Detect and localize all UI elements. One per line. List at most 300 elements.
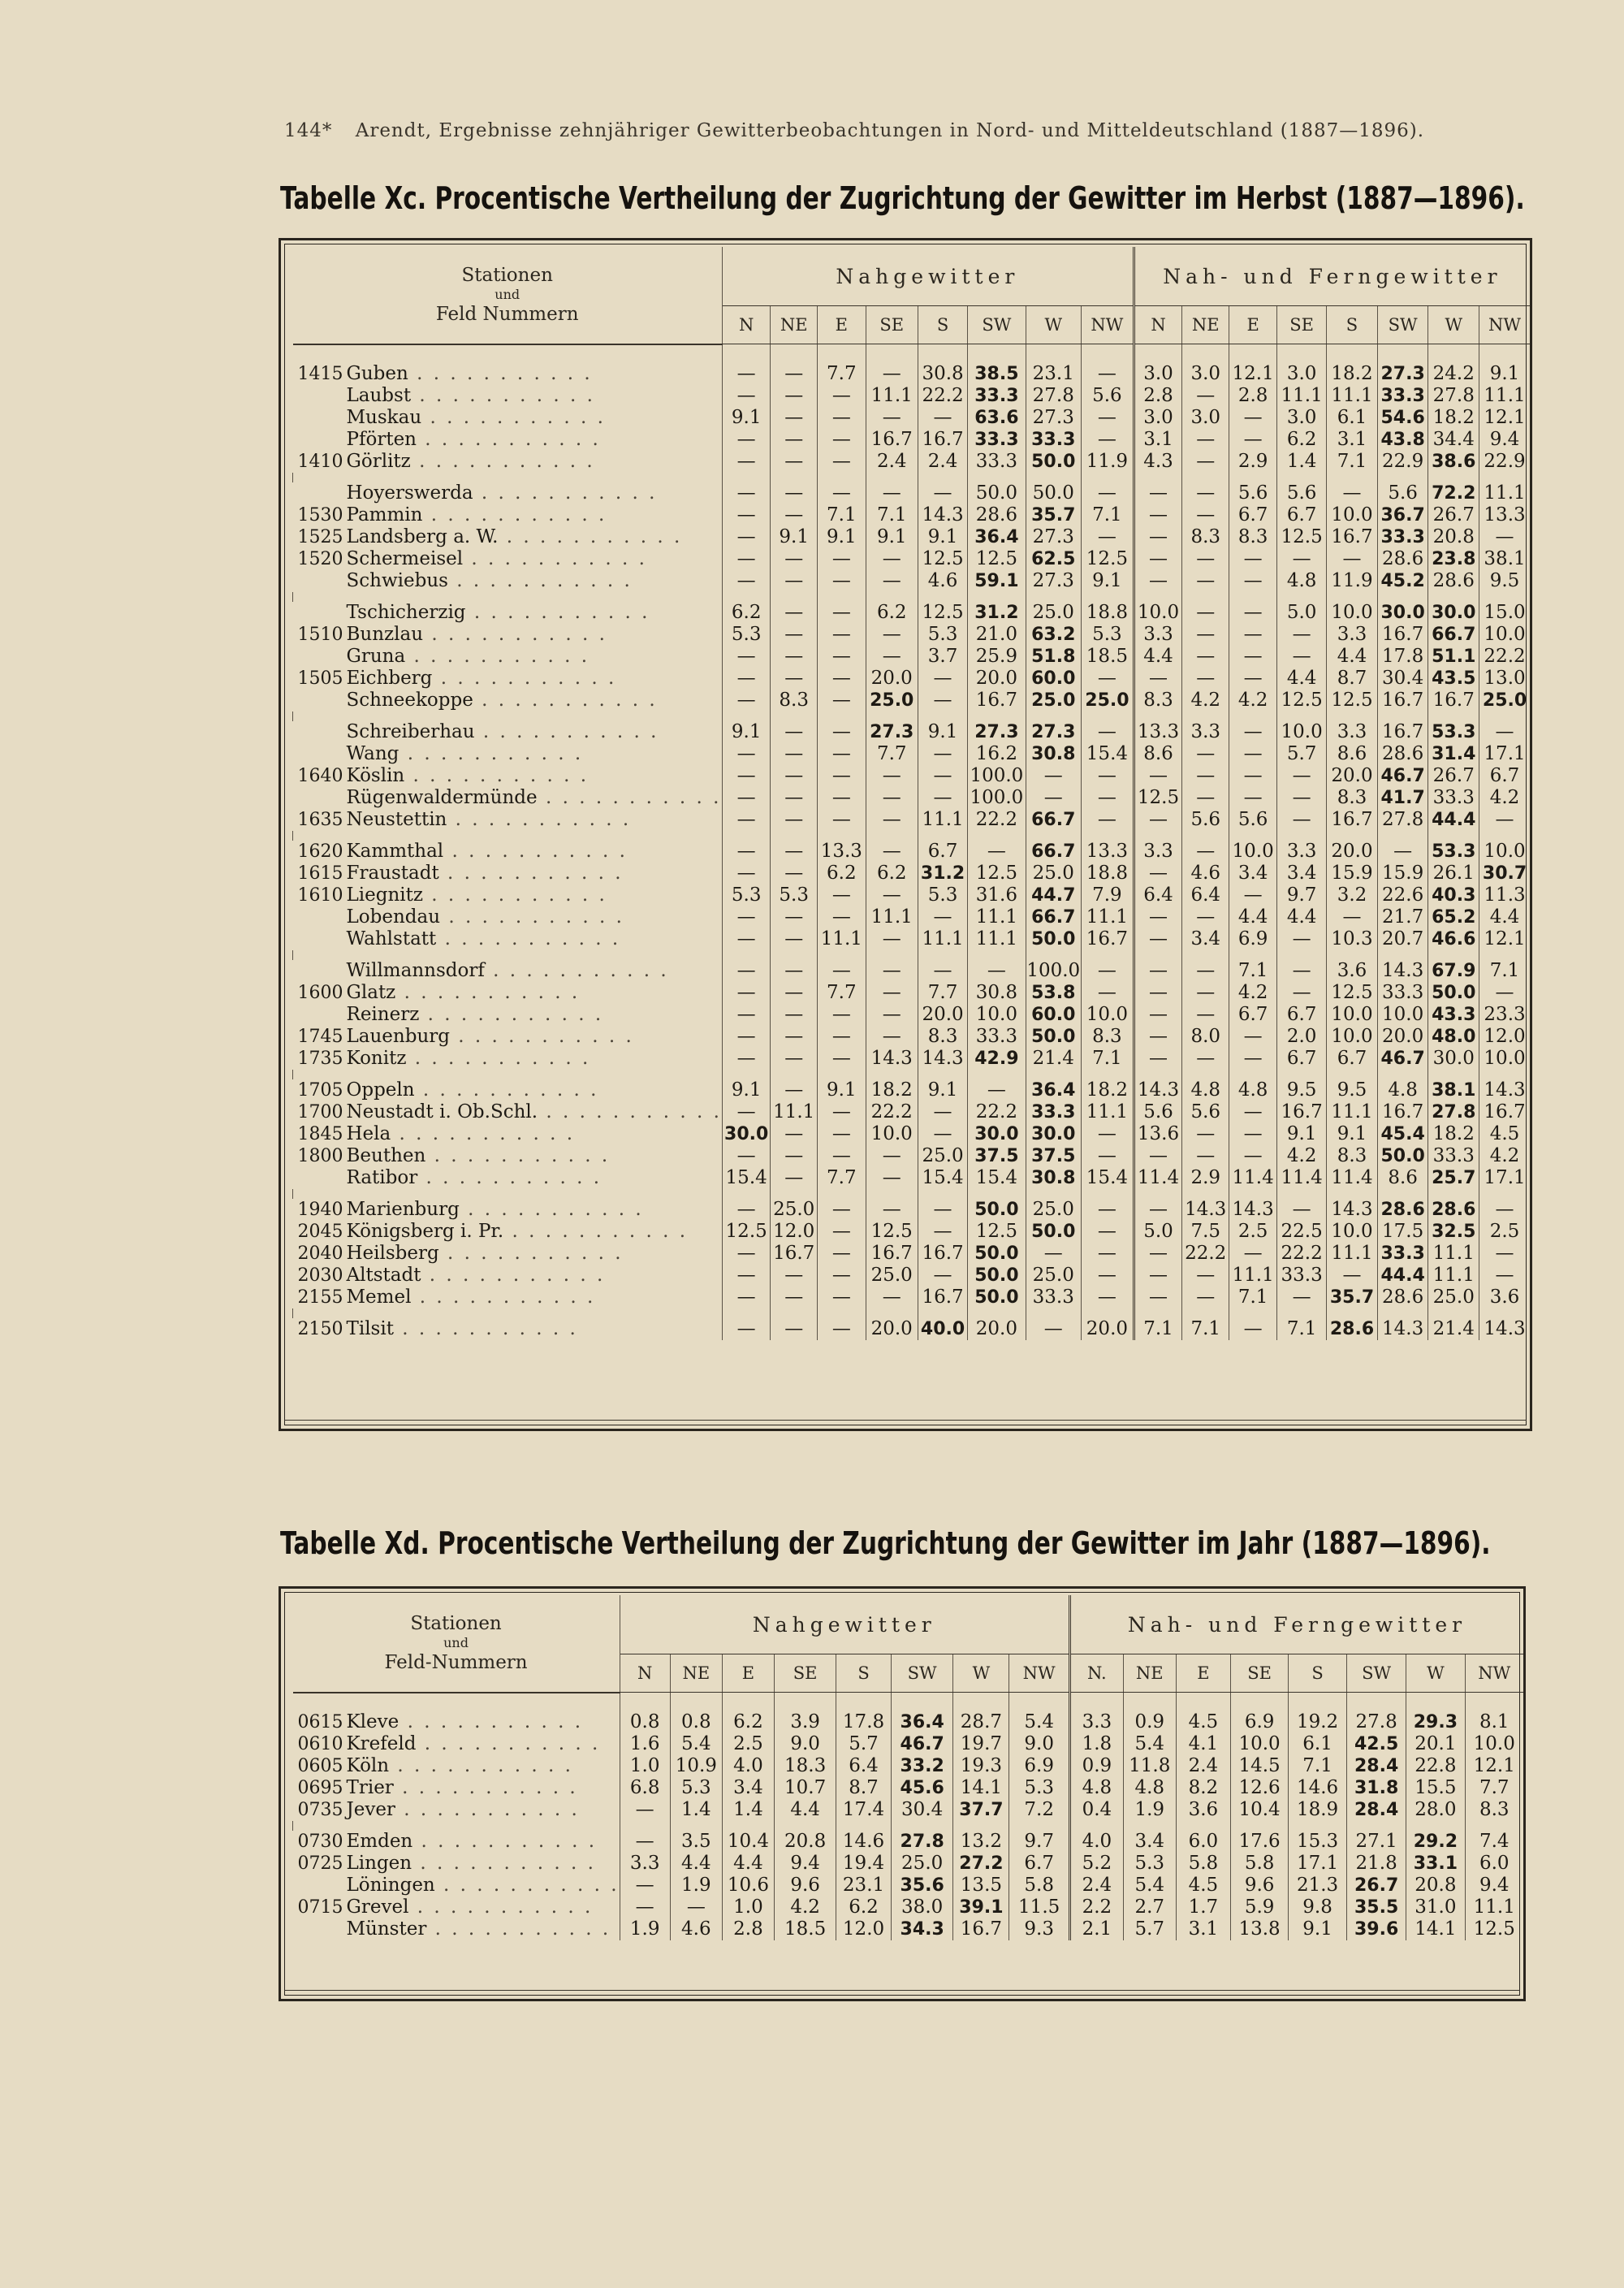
station-name: Köln — [346, 1755, 390, 1776]
leader-dots: . . . . . . . . . . . — [417, 429, 601, 450]
value-text: 14.1 — [1415, 1918, 1457, 1940]
column-header: SW — [968, 306, 1026, 344]
value-cell — [771, 646, 818, 668]
value-cell — [866, 690, 918, 711]
value-text: — — [1495, 1243, 1514, 1264]
value-cell — [1406, 1831, 1465, 1853]
column-header: E — [1229, 306, 1277, 344]
value-cell — [866, 960, 918, 982]
value-text: 3.4 — [1286, 863, 1317, 884]
value-text: 27.3 — [870, 722, 914, 742]
value-text: 8.6 — [1388, 1167, 1418, 1188]
value-text: — — [736, 1004, 756, 1025]
value-cell — [918, 548, 967, 570]
value-text: — — [1149, 960, 1168, 981]
value-cell — [1009, 1897, 1070, 1918]
value-cell — [1465, 1777, 1523, 1799]
value-text: — — [635, 1831, 654, 1852]
value-text: 53.3 — [1432, 722, 1476, 742]
column-header: S — [1327, 306, 1378, 344]
value-cell — [1134, 690, 1181, 711]
value-text: 25.0 — [1032, 1199, 1074, 1220]
value-text: 3.3 — [1143, 624, 1173, 645]
value-text: — — [1097, 362, 1116, 384]
value-text: 6.2 — [1286, 429, 1317, 450]
value-cell — [1465, 1693, 1523, 1733]
value-text: 20.7 — [1382, 928, 1424, 949]
table-row — [293, 1026, 1531, 1048]
value-text: — — [736, 928, 756, 949]
value-cell — [1229, 504, 1277, 526]
value-cell — [891, 1918, 953, 1940]
value-text: 9.7 — [1286, 884, 1317, 906]
station-name: Ratibor — [346, 1167, 418, 1188]
value-text: — — [1097, 1199, 1116, 1220]
value-cell — [771, 1026, 818, 1048]
value-text: 6.7 — [1286, 504, 1317, 526]
table-row — [293, 1799, 1524, 1821]
value-text: 6.7 — [1337, 1048, 1367, 1069]
value-cell — [1123, 1693, 1176, 1733]
value-cell — [968, 982, 1026, 1004]
value-text: — — [1196, 960, 1216, 981]
value-text: 1.4 — [1286, 451, 1317, 472]
table-row — [293, 570, 1531, 592]
value-text: 10.0 — [1331, 602, 1373, 623]
value-text: 3.4 — [1190, 928, 1221, 949]
value-text: 27.3 — [1380, 363, 1425, 384]
value-text: 9.1 — [1302, 1918, 1332, 1940]
value-text: 28.6 — [1432, 1200, 1476, 1220]
value-text: — — [1243, 1145, 1263, 1166]
value-text: 54.6 — [1380, 408, 1425, 428]
value-cell — [1009, 1777, 1070, 1799]
value-text: 4.8 — [1286, 570, 1317, 591]
value-text: 3.5 — [681, 1831, 711, 1852]
value-text: 2.8 — [1143, 385, 1173, 406]
value-cell — [918, 526, 967, 548]
value-text: — — [1292, 646, 1311, 667]
value-cell — [1377, 1079, 1428, 1101]
value-cell — [1182, 690, 1229, 711]
value-cell — [953, 1875, 1009, 1897]
value-text: 11.1 — [1232, 1265, 1274, 1286]
value-text: 51.8 — [1031, 647, 1076, 667]
value-text: 10.0 — [1281, 721, 1323, 742]
value-cell — [1377, 1123, 1428, 1145]
value-text: 0.9 — [1134, 1711, 1165, 1732]
value-cell — [866, 809, 918, 831]
value-cell — [818, 385, 866, 407]
value-cell — [1182, 884, 1229, 906]
value-cell — [1428, 960, 1479, 982]
station-name: Marienburg — [346, 1199, 460, 1220]
value-text: 16.7 — [773, 1243, 815, 1264]
value-text: 13.0 — [1484, 668, 1526, 689]
value-cell — [1134, 1265, 1181, 1287]
value-cell — [722, 1318, 770, 1340]
value-cell — [918, 982, 967, 1004]
value-text: — — [1243, 668, 1263, 689]
value-cell — [1026, 982, 1081, 1004]
value-text: — — [831, 1004, 851, 1025]
value-cell — [1479, 982, 1530, 1004]
value-text: 20.0 — [975, 668, 1017, 689]
station-cell — [293, 787, 723, 809]
value-cell — [918, 1004, 967, 1026]
value-text: 9.1 — [927, 1079, 958, 1101]
value-text: 9.1 — [1489, 362, 1520, 384]
value-text: 10.0 — [1473, 1733, 1515, 1754]
value-text: 50.0 — [1031, 1222, 1076, 1242]
value-text: 4.4 — [1286, 668, 1317, 689]
value-cell — [722, 809, 770, 831]
station-cell — [293, 1243, 723, 1265]
value-text: 4.4 — [733, 1853, 763, 1874]
value-cell — [620, 1693, 670, 1733]
value-cell — [1134, 1004, 1181, 1026]
leader-dots: . . . . . . . . . . . — [399, 743, 584, 764]
value-cell — [1327, 429, 1378, 451]
value-cell — [1082, 1101, 1134, 1123]
value-text: 2.5 — [1489, 1221, 1520, 1242]
table-row — [293, 624, 1531, 646]
value-text: 33.3 — [1031, 430, 1076, 450]
column-header: SE — [1231, 1654, 1289, 1693]
value-cell — [1229, 1287, 1277, 1308]
value-cell — [918, 429, 967, 451]
value-text: — — [882, 809, 901, 830]
value-cell — [1182, 407, 1229, 429]
value-cell — [670, 1777, 722, 1799]
value-cell — [1026, 668, 1081, 690]
value-cell — [1182, 385, 1229, 407]
value-text: — — [831, 548, 851, 569]
value-text: — — [831, 1199, 851, 1220]
value-cell — [866, 743, 918, 765]
value-text: 1.0 — [629, 1755, 660, 1776]
value-text: 63.2 — [1031, 625, 1076, 645]
value-text: 1.0 — [733, 1897, 763, 1918]
station-name: Guben — [346, 363, 408, 384]
value-text: 31.6 — [975, 884, 1017, 906]
value-cell — [968, 863, 1026, 884]
value-text: 6.9 — [1244, 1711, 1275, 1732]
value-cell — [1277, 863, 1327, 884]
value-cell — [771, 1287, 818, 1308]
value-text: — — [736, 1199, 756, 1220]
value-cell — [1277, 743, 1327, 765]
value-text: 9.1 — [1286, 1123, 1317, 1144]
table-row — [293, 1167, 1531, 1189]
value-cell — [1082, 429, 1134, 451]
value-cell — [1026, 1079, 1081, 1101]
value-text: 5.2 — [1082, 1853, 1112, 1874]
value-text: — — [1149, 570, 1168, 591]
value-cell — [1428, 526, 1479, 548]
value-text: 9.3 — [1024, 1918, 1054, 1940]
station-cell — [293, 548, 723, 570]
value-cell — [1182, 1265, 1229, 1287]
value-text: 22.2 — [975, 809, 1017, 830]
value-cell — [1026, 690, 1081, 711]
column-header: SE — [775, 1654, 836, 1693]
value-text: — — [1097, 982, 1116, 1003]
value-text: 8.6 — [1337, 743, 1367, 764]
value-text: — — [784, 765, 804, 786]
value-text: 8.3 — [1143, 690, 1173, 711]
value-text: 7.9 — [1092, 884, 1122, 906]
field-number: 1735 — [297, 1049, 343, 1069]
value-cell — [1428, 668, 1479, 690]
value-cell — [968, 841, 1026, 863]
value-text: 5.8 — [1188, 1853, 1219, 1874]
value-text: 50.0 — [1380, 1146, 1425, 1166]
value-cell — [1327, 570, 1378, 592]
table-xd — [292, 1595, 1523, 1940]
value-text: 43.8 — [1380, 430, 1425, 450]
table-row — [293, 526, 1531, 548]
value-cell — [722, 1831, 774, 1853]
value-text: 6.4 — [1143, 884, 1173, 906]
value-text: — — [1196, 602, 1216, 623]
value-text: — — [1097, 526, 1116, 547]
leader-dots: . . . . . . . . . . . — [503, 1221, 689, 1242]
value-text: 35.6 — [900, 1875, 944, 1896]
value-cell — [918, 721, 967, 743]
value-text: 5.0 — [1143, 1221, 1173, 1242]
value-cell — [1009, 1693, 1070, 1733]
value-text: 14.3 — [922, 1048, 964, 1069]
value-text: 4.6 — [927, 570, 958, 591]
value-cell — [1479, 602, 1530, 624]
value-text: 5.4 — [1024, 1711, 1054, 1732]
value-cell — [1182, 1243, 1229, 1265]
value-text: — — [1342, 1265, 1362, 1286]
value-cell — [1182, 570, 1229, 592]
table-row — [293, 1693, 1524, 1733]
value-cell — [918, 841, 967, 863]
value-cell — [1428, 1048, 1479, 1070]
value-text: 10.0 — [1238, 1733, 1281, 1754]
value-cell — [1229, 1221, 1277, 1243]
value-text: — — [882, 787, 901, 808]
value-cell — [1327, 385, 1378, 407]
value-cell — [1277, 385, 1327, 407]
value-cell — [722, 602, 770, 624]
value-text: 3.0 — [1286, 362, 1317, 384]
field-number: 1525 — [297, 527, 343, 547]
value-cell — [1428, 982, 1479, 1004]
value-text: — — [1097, 1123, 1116, 1144]
station-name: Schneekoppe — [346, 690, 473, 711]
value-text: 40.0 — [920, 1319, 965, 1339]
value-cell — [1428, 1101, 1479, 1123]
value-cell — [1377, 928, 1428, 950]
value-text: — — [1043, 1243, 1063, 1264]
value-text: — — [784, 863, 804, 884]
value-cell — [918, 646, 967, 668]
value-text: 26.7 — [1354, 1875, 1399, 1896]
value-text: — — [1243, 1048, 1263, 1069]
value-text: 4.8 — [1134, 1777, 1165, 1798]
value-text: 1.4 — [733, 1799, 763, 1820]
value-cell — [1377, 721, 1428, 743]
value-cell — [722, 1079, 770, 1101]
value-cell — [1026, 1123, 1081, 1145]
table-row — [293, 451, 1531, 473]
value-text: 46.7 — [1380, 1049, 1425, 1069]
value-cell — [818, 548, 866, 570]
value-cell — [1277, 765, 1327, 787]
value-cell — [1289, 1693, 1347, 1733]
value-text: 11.1 — [922, 809, 964, 830]
value-cell — [722, 1243, 770, 1265]
value-cell — [866, 407, 918, 429]
value-text: 28.4 — [1354, 1756, 1399, 1776]
value-text: 14.3 — [1484, 1079, 1526, 1101]
value-text: 20.0 — [1331, 765, 1373, 786]
table-row — [293, 1101, 1531, 1123]
value-text: 20.8 — [784, 1831, 827, 1852]
value-text: 15.4 — [1086, 1167, 1129, 1188]
value-cell — [1327, 344, 1378, 385]
value-text: 27.8 — [1382, 809, 1424, 830]
value-cell — [1327, 1167, 1378, 1189]
value-cell — [722, 451, 770, 473]
value-cell — [1134, 1026, 1181, 1048]
value-cell — [1229, 646, 1277, 668]
value-text: 3.1 — [1337, 429, 1367, 450]
value-text: — — [1097, 1265, 1116, 1286]
value-text: — — [1342, 906, 1362, 928]
value-text: 7.7 — [927, 982, 958, 1003]
value-cell — [1026, 928, 1081, 950]
value-cell — [968, 809, 1026, 831]
value-text: 10.3 — [1331, 928, 1373, 949]
value-cell — [1123, 1799, 1176, 1821]
value-text: — — [736, 1101, 756, 1122]
table-row — [293, 1918, 1524, 1940]
table-row — [293, 721, 1531, 743]
value-cell — [1182, 668, 1229, 690]
value-cell — [1229, 863, 1277, 884]
value-cell — [818, 1026, 866, 1048]
value-cell — [1327, 743, 1378, 765]
value-cell — [722, 1221, 770, 1243]
value-text: 23.8 — [1432, 549, 1476, 569]
value-text: 33.3 — [974, 430, 1019, 450]
value-cell — [620, 1897, 670, 1918]
value-text: — — [736, 863, 756, 884]
value-cell — [968, 602, 1026, 624]
value-text: 5.4 — [1134, 1875, 1165, 1896]
value-cell — [1428, 429, 1479, 451]
value-cell — [1428, 884, 1479, 906]
value-cell — [1377, 906, 1428, 928]
table-row — [293, 1048, 1531, 1070]
station-name: Hoyerswerda — [346, 482, 473, 504]
value-text: 26.1 — [1432, 863, 1475, 884]
value-cell — [775, 1693, 836, 1733]
value-cell — [771, 1123, 818, 1145]
value-cell — [1082, 624, 1134, 646]
value-text: 11.1 — [1331, 1243, 1373, 1264]
station-cell — [293, 602, 723, 624]
value-text: 4.6 — [681, 1918, 711, 1940]
value-text: — — [1196, 646, 1216, 667]
value-cell — [1277, 482, 1327, 504]
value-cell — [1479, 1048, 1530, 1070]
value-cell — [818, 1243, 866, 1265]
value-cell — [722, 385, 770, 407]
value-text: — — [1495, 721, 1514, 742]
value-cell — [1327, 982, 1378, 1004]
value-text: 29.2 — [1413, 1832, 1458, 1852]
value-cell — [1377, 570, 1428, 592]
value-text: 26.7 — [1432, 765, 1475, 786]
station-name: Wahlstatt — [346, 928, 437, 949]
table-row — [293, 385, 1531, 407]
value-text: 21.3 — [1296, 1875, 1339, 1896]
value-cell — [1479, 504, 1530, 526]
value-text: 20.8 — [1415, 1875, 1457, 1896]
value-text: 37.7 — [959, 1800, 1004, 1820]
value-text: 5.6 — [1237, 482, 1268, 504]
value-text: — — [831, 1318, 851, 1339]
value-text: 6.4 — [1190, 884, 1221, 906]
station-cell — [293, 1777, 620, 1799]
leader-dots: . . . . . . . . . . . — [463, 548, 647, 569]
value-cell — [1082, 504, 1134, 526]
value-cell — [1176, 1853, 1230, 1875]
value-cell — [818, 1318, 866, 1340]
value-text: 8.3 — [927, 1026, 958, 1047]
value-text: 33.3 — [975, 451, 1017, 472]
value-text: 43.3 — [1432, 1005, 1476, 1025]
value-text: 18.5 — [1086, 646, 1129, 667]
value-text: 5.8 — [1244, 1853, 1275, 1874]
field-number: 2045 — [297, 1222, 343, 1242]
value-text: 11.4 — [1331, 1167, 1373, 1188]
value-cell — [918, 787, 967, 809]
value-text: 17.8 — [842, 1711, 885, 1732]
value-cell — [1082, 982, 1134, 1004]
table-row — [293, 809, 1531, 831]
value-text: 33.3 — [1032, 1287, 1074, 1308]
value-cell — [1377, 646, 1428, 668]
value-cell — [1347, 1875, 1406, 1897]
value-text: — — [784, 646, 804, 667]
station-name: Tilsit — [346, 1318, 394, 1339]
value-text: 27.3 — [1031, 722, 1076, 742]
column-header: NW — [1479, 306, 1530, 344]
value-cell — [1134, 928, 1181, 950]
value-text: 50.0 — [975, 482, 1017, 504]
value-cell — [818, 884, 866, 906]
value-text: — — [1196, 548, 1216, 569]
value-text: 27.1 — [1355, 1831, 1397, 1852]
value-text: — — [736, 1145, 756, 1166]
value-cell — [1026, 548, 1081, 570]
value-text: — — [736, 1265, 756, 1286]
value-text: 2.9 — [1237, 451, 1268, 472]
value-text: 18.2 — [1086, 1079, 1129, 1101]
value-text: 6.7 — [1489, 765, 1520, 786]
value-cell — [1479, 721, 1530, 743]
value-cell — [722, 1145, 770, 1167]
value-text: 6.7 — [1286, 1004, 1317, 1025]
